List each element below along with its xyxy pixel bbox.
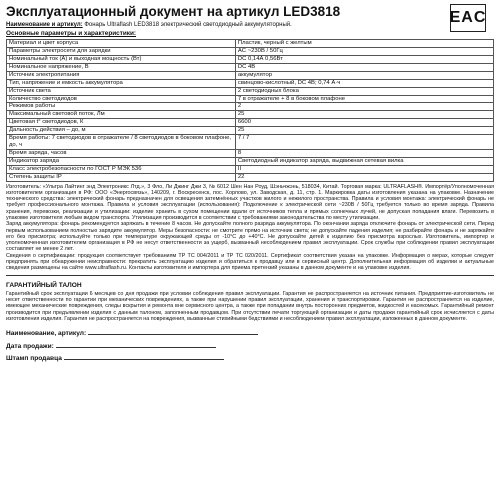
spec-key: Цветовая t° светодиодов, К [7, 119, 236, 127]
spec-key: Режимов работы [7, 103, 236, 111]
spec-key: Источник электропитания [7, 71, 236, 79]
spec-value: 6600 [235, 119, 493, 127]
spec-row [7, 135, 494, 150]
usage-text [6, 184, 494, 272]
usage-paragraph-3: Сведения о сертификации: продукция соответствует требованиям ТР ТС 004/2011 и ТР ТС 020/2011. Сертификат соответствия указан на упаковке. Информация о мерах, которые следует предпринять при обнаружении неисправности: прекратить эксплуатацию изделия и обратиться к продавцу или в сервисный центр. Дополнительная информация об изделии и актуальные сведения размещены на сайте www.ultraflash.ru. Контакты изготовителя и импортера для приема претензий указаны в данном документе и на упаковке изделия. [6, 252, 494, 272]
spec-row [7, 48, 494, 56]
spec-key: Тип, напряжение и емкость аккумулятора [7, 79, 236, 87]
spec-key: Дальность действия – до, м [7, 127, 236, 135]
spec-value: DC 0,14А 0,56Вт [235, 56, 493, 64]
field-name-label: Наименование, артикул: [6, 330, 87, 338]
divider [6, 275, 494, 276]
spec-value: 25 [235, 127, 493, 135]
field-date-line[interactable] [56, 340, 216, 348]
spec-table [6, 39, 494, 181]
intro-label: Наименование и артикул: [6, 22, 83, 28]
spec-row [7, 111, 494, 119]
spec-key: Класс электробезопасности по ГОСТ Р МЭК 536 [7, 165, 236, 173]
spec-value: 2 светодиодных блока [235, 87, 493, 95]
page-title: Эксплуатационный документ на артикул LED3818 [6, 4, 341, 19]
spec-row [7, 56, 494, 64]
spec-value: II [235, 165, 493, 173]
spec-value: DC 4В [235, 63, 493, 71]
field-stamp-label: Штамп продавца [6, 355, 62, 363]
spec-key: Параметры электросети для зарядки [7, 48, 236, 56]
spec-key: Количество светодиодов [7, 95, 236, 103]
spec-value: AC ~230В / 50Гц [235, 48, 493, 56]
spec-key: Время работы: 7 светодиодов в отражателе / 8 светодиодов в боковом плафоне, до, ч [7, 135, 236, 150]
eac-mark-icon: EAC [450, 4, 486, 32]
spec-value: 8 [235, 149, 493, 157]
field-stamp-line[interactable] [64, 352, 224, 360]
spec-key: Индикатор заряда [7, 157, 236, 165]
warranty-text: Гарантийный срок эксплуатации 6 месяцев со дня продажи при условии соблюдения правил эксплуатации. Гарантия не распространяется на источник питания. Предприятие-изготовитель не несет ответственности по гарантии при механических повреждениях, а также при нарушении правил эксплуатации, хранения и транспортировки. Гарантия не распространяется на изделие, имеющее механические повреждения, следы вскрытия и ремонта вне сервисного центра, а также при попадании внутрь посторонних предметов, жидкостей и насекомых. Гарантийный ремонт производится при предъявлении изделия с данным талоном, заполненным продавцом. При отсутствии печати торгующей организации и даты продажи гарантийный срок исчисляется с даты изготовления изделия. Гарантия не распространяется на повреждения, вызванные стихийными бедствиями и несоблюдением правил эксплуатации, изложенных в данном документе. [6, 290, 494, 322]
spec-key: Номинальное напряжение, В [7, 63, 236, 71]
spec-key: Материал и цвет корпуса [7, 40, 236, 48]
spec-row [7, 173, 494, 181]
spec-row [7, 119, 494, 127]
spec-row [7, 149, 494, 157]
warranty-title: ГАРАНТИЙНЫЙ ТАЛОН [6, 281, 82, 289]
spec-key: Время заряда, часов [7, 149, 236, 157]
intro-text: Фонарь Ultraflash LED3818 электрический светодиодный аккумуляторный. [82, 22, 292, 28]
field-name-line[interactable] [88, 327, 258, 335]
spec-title: Основные параметры и характеристики: [6, 30, 137, 38]
spec-row [7, 127, 494, 135]
spec-row [7, 63, 494, 71]
spec-row [7, 95, 494, 103]
spec-value: 7 в отражателе + 8 в боковом плафоне [235, 95, 493, 103]
spec-value: 2 [235, 103, 493, 111]
spec-value: свинцово-кислотный, DC 4В; 0,74 А·ч [235, 79, 493, 87]
spec-value: Пластик, черный с желтым [235, 40, 493, 48]
spec-row [7, 103, 494, 111]
product-intro [6, 22, 494, 29]
usage-paragraph-1: Изготовитель: «Ультра Лайтинг энд Электроникс Лтд.», 3 Фло, Ли Джинг Джи 3, № 6012 Шен Нан Роуд, Шэньчжэнь, 518034, Китай. Торговая марка: ULTRAFLASH®. Импортёр/Уполномоченная изготовителем организация в РФ: ООО «Энергосвязь», 140209, г. Воскресенск, пос. Хорлово, ул. Заводская, д. 11, стр. 1. Маркировка даты изготовления указана на упаковке. Назначение технического средства: электрический фонарь предназначен для освещения затемнённых участков жилого и нежилого пространства. Правила и условия монтажа: электрический фонарь не требует профессионального монтажа. Правила и условия эксплуатации (использования): Подключение к электрической сети ~230В / 50Гц требуется только во время заряда. Правила хранения, перевозки, реализации и утилизации: изделие хранить в сухом помещении вдали от источников тепла и прямых солнечных лучей, не допуская попадания влаги. Перевозить в упаковке изготовителя любым видом транспорта. Утилизация производится в соответствии с требованиями законодательства по месту утилизации. [6, 183, 494, 221]
field-stamp [6, 352, 494, 365]
spec-key: Источник света [7, 87, 236, 95]
field-date-label: Дата продажи: [6, 342, 54, 350]
field-date [6, 340, 494, 353]
spec-value: 25 [235, 111, 493, 119]
spec-key: Номинальный ток (А) и выходная мощность (Вт) [7, 56, 236, 64]
spec-row [7, 40, 494, 48]
spec-row [7, 165, 494, 173]
spec-value: аккумулятор [235, 71, 493, 79]
spec-key: Максимальный световой поток, Лм [7, 111, 236, 119]
spec-row [7, 87, 494, 95]
spec-row [7, 79, 494, 87]
field-name [6, 327, 494, 340]
spec-row [7, 157, 494, 165]
spec-value: 7 / 7 [235, 135, 493, 150]
spec-key: Степень защиты IP [7, 173, 236, 181]
spec-value: Светодиодный индикатор заряда, выдвижная сетевая вилка [235, 157, 493, 165]
warranty-fields [6, 327, 494, 365]
spec-row [7, 71, 494, 79]
spec-value: 22 [235, 173, 493, 181]
usage-paragraph-2: Заряд аккумулятора: фонарь рекомендуется заряжать в течение 8 часов. Не допускайте полного разряда аккумулятора. По окончании заряда отключите фонарь от электрической сети. Перед первым использованием полностью зарядите аккумулятор. Меры безопасности: не смотрите прямо на источник света; не допускайте падения изделия; не разбирайте фонарь и не заряжайте его без присмотра; используйте только при температуре окружающей среды от -10°C до +40°C. Не допускайте детей к изделию без присмотра взрослых. Изготовитель, импортер и уполномоченная изготовителем организация в РФ не несут ответственности за ущерб, вызванный несоблюдением правил эксплуатации. Срок службы при соблюдении правил эксплуатации составляет не менее 2 лет. [6, 221, 494, 253]
